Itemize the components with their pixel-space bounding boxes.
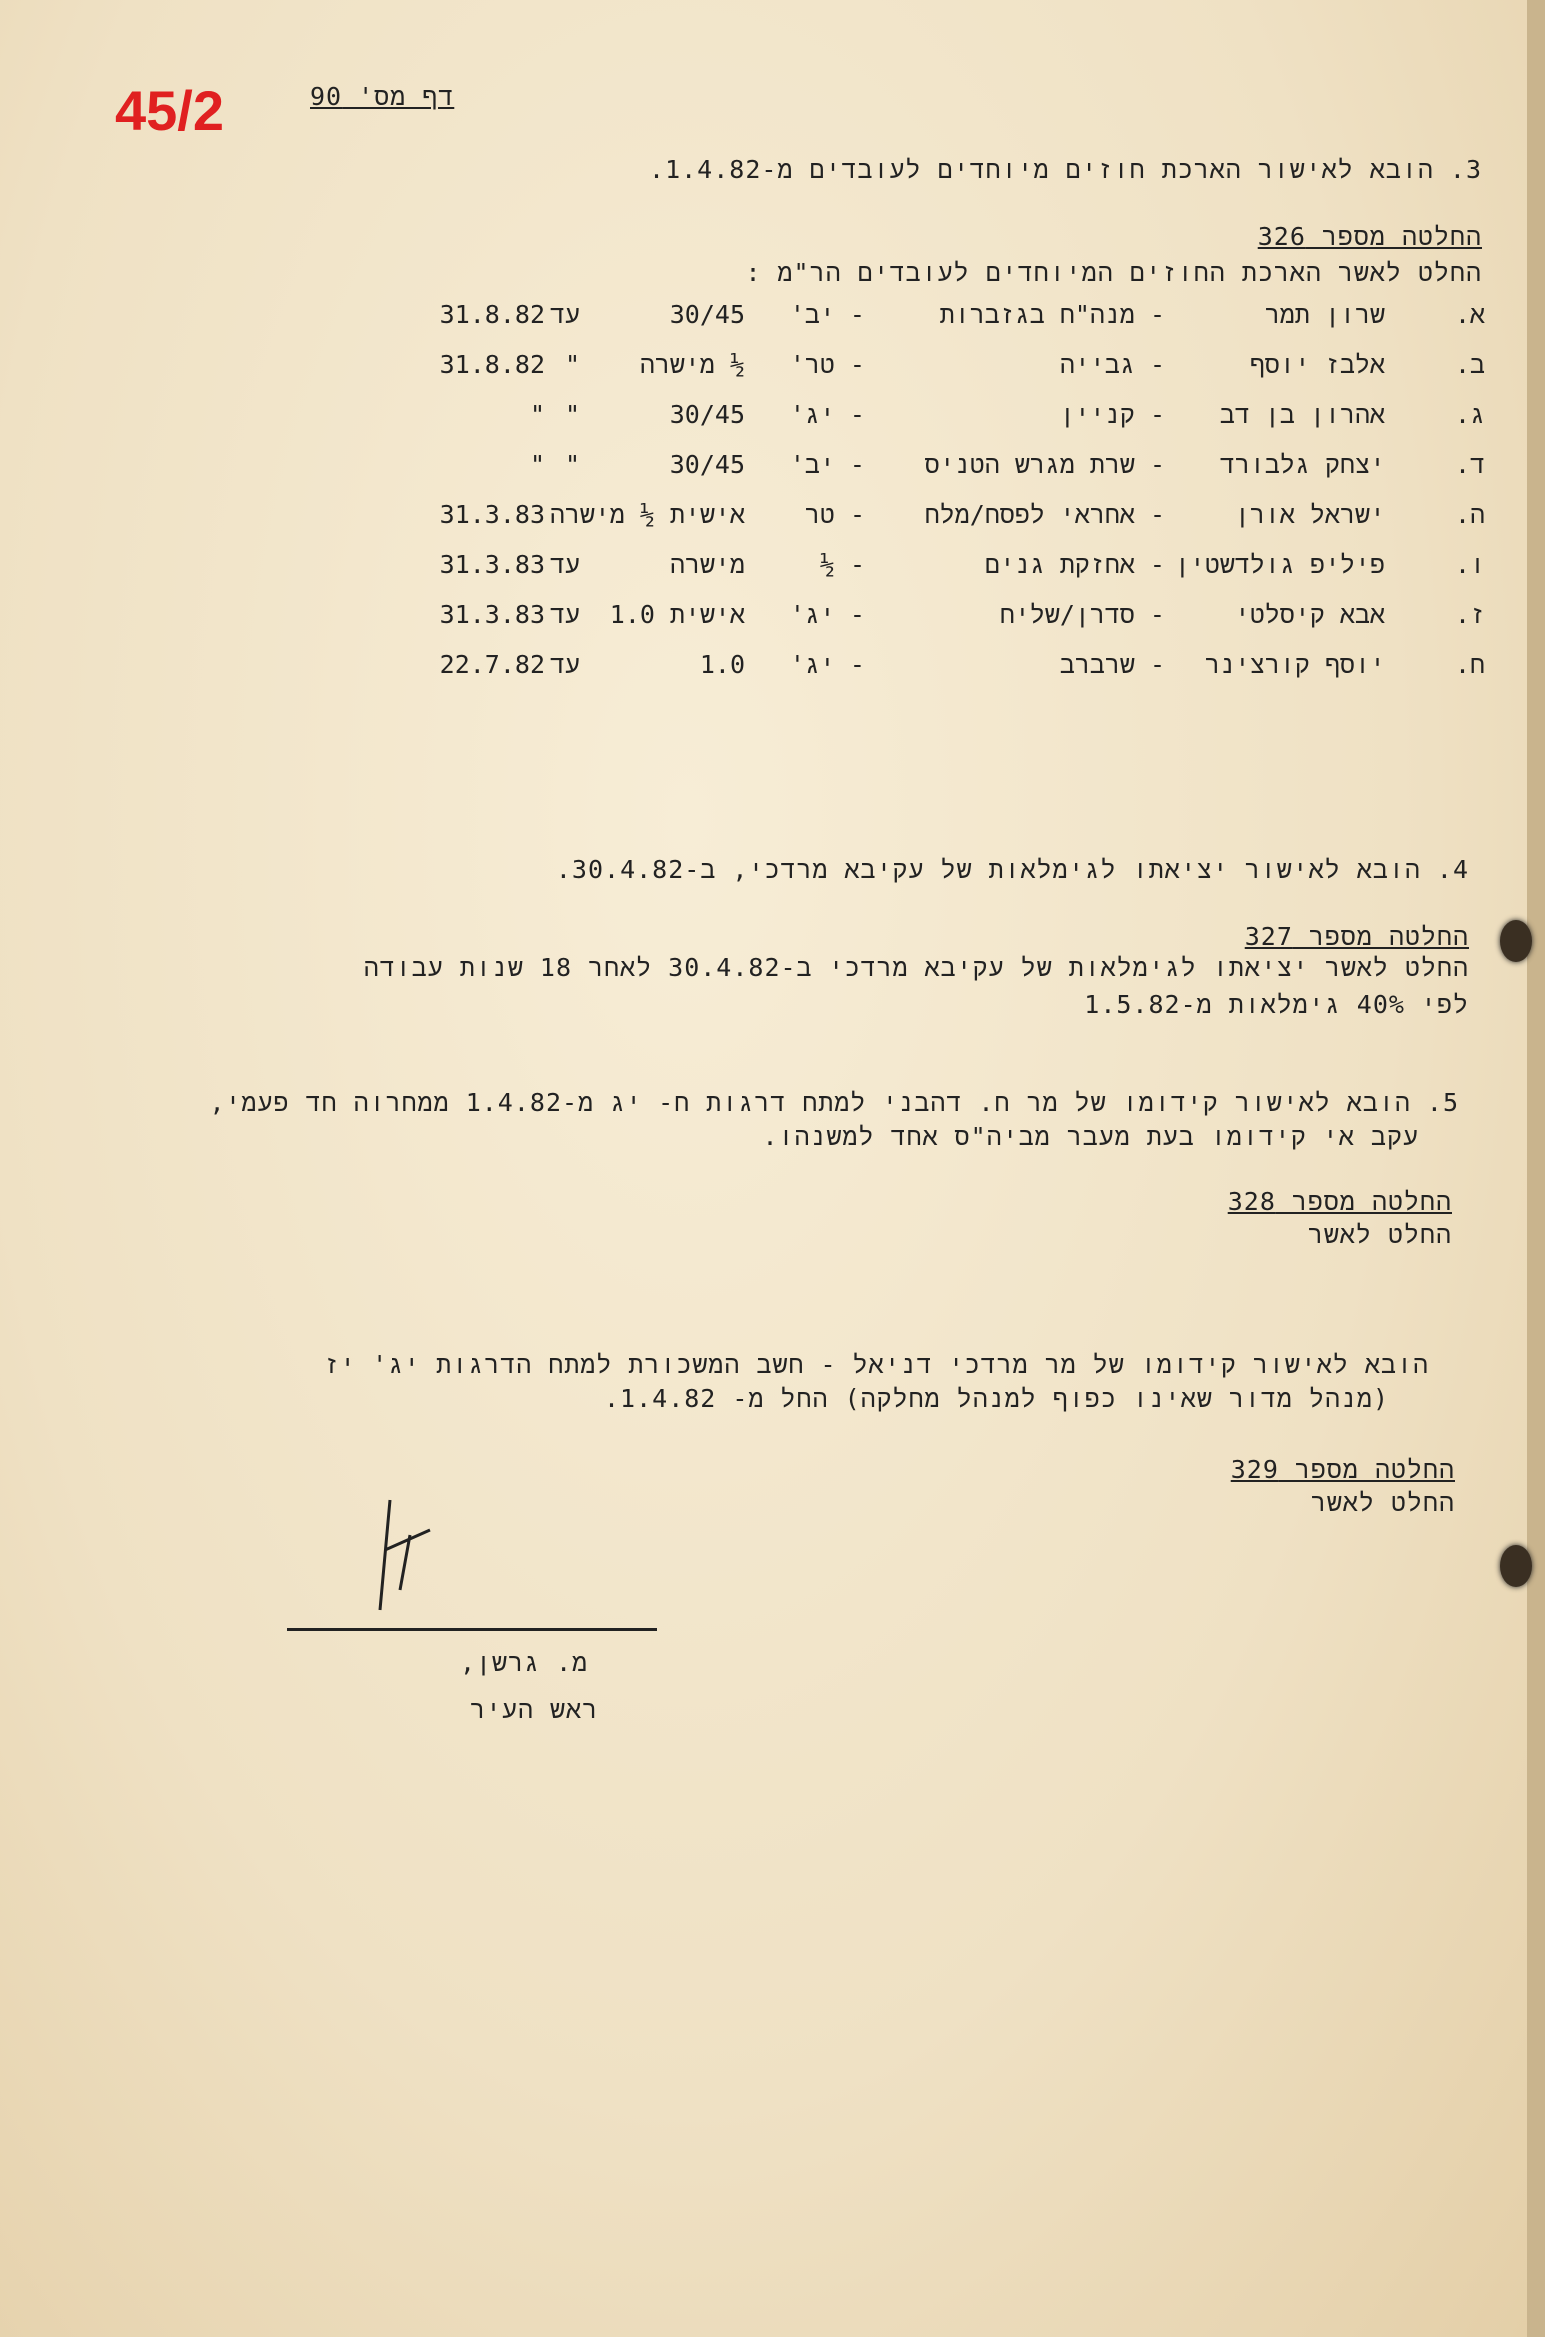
row-letter: ה.: [1454, 500, 1485, 529]
row-letter: ד.: [1454, 450, 1485, 479]
row-letter: ג.: [1454, 400, 1485, 429]
row-grade: - יב': [789, 300, 865, 329]
row-date: 22.7.82: [439, 650, 545, 679]
item3-decision-text: החלט לאשר הארכת החוזים המיוחדים לעובדים הר"מ :: [745, 258, 1482, 287]
row-department: - שרברב: [1059, 650, 1165, 679]
binder-hole-top: [1500, 920, 1532, 962]
row-name: יצחק גלבורד: [1219, 450, 1385, 479]
row-scope: אישית 1.0: [609, 600, 745, 629]
row-name: יוסף קורצינר: [1204, 650, 1385, 679]
row-date: ": [529, 400, 545, 429]
row-department: - קניין: [1059, 400, 1165, 429]
row-date: 31.3.83: [439, 600, 545, 629]
item3-title: 3. הובא לאישור הארכת חוזים מיוחדים לעובדים מ-1.4.82.: [649, 155, 1482, 184]
item3-decision-label: החלטה מספר 326: [1257, 222, 1482, 251]
row-grade: - טר': [789, 350, 865, 379]
item6-decision-text: החלט לאשר: [1310, 1488, 1455, 1517]
row-letter: ב.: [1454, 350, 1485, 379]
row-until: עד: [549, 550, 580, 579]
item4-decision-line1: החלט לאשר יציאתו לגימלאות של עקיבא מרדכי ב-30.4.82 לאחר 18 שנות עבודה: [363, 953, 1469, 982]
row-grade: - ½: [819, 550, 865, 579]
row-grade: - יג': [789, 400, 865, 429]
row-grade: - יג': [789, 600, 865, 629]
item6-line1: הובא לאישור קידומו של מר מרדכי דניאל - חשב המשכורת למתח הדרגות יג' יז: [324, 1350, 1429, 1379]
item6-line2: (מנהל מדור שאינו כפוף למנהל מחלקה) החל מ- 1.4.82.: [603, 1384, 1389, 1413]
signature-name: מ. גרשן,: [460, 1648, 589, 1677]
row-department: - אחראי לפסח/מלח: [924, 500, 1165, 529]
row-scope: 30/45: [669, 400, 745, 429]
signature-line: [287, 1628, 657, 1631]
row-scope: אישית ½ מישרה: [549, 500, 745, 529]
handwritten-signature: [340, 1490, 480, 1630]
row-until: ": [564, 400, 580, 429]
row-name: פיליפ גולדשטין: [1174, 550, 1385, 579]
row-scope: 30/45: [669, 300, 745, 329]
row-scope: מישרה: [669, 550, 745, 579]
row-department: - גבייה: [1059, 350, 1165, 379]
row-until: ": [564, 350, 580, 379]
row-date: ": [529, 450, 545, 479]
item5-decision-label: החלטה מספר 328: [1227, 1187, 1452, 1216]
row-scope: 1.0: [699, 650, 745, 679]
item5-decision-text: החלט לאשר: [1307, 1220, 1452, 1249]
page-stamp: 45/2: [115, 79, 224, 142]
row-name: אבא קיסלטי: [1234, 600, 1385, 629]
signature-title: ראש העיר: [470, 1695, 599, 1724]
row-department: - סדרן/שליח: [999, 600, 1165, 629]
row-until: ": [564, 450, 580, 479]
item5-line2: עקב אי קידומו בעת מעבר מביה"ס אחד למשנהו.: [762, 1122, 1419, 1151]
row-grade: - יג': [789, 650, 865, 679]
row-grade: - יב': [789, 450, 865, 479]
item4-title: 4. הובא לאישור יציאתו לגימלאות של עקיבא מרדכי, ב-30.4.82.: [555, 855, 1469, 884]
row-name: ישראל אורן: [1234, 500, 1385, 529]
row-department: - מנה"ח בגזברות: [939, 300, 1165, 329]
row-date: 31.3.83: [439, 500, 545, 529]
row-name: שרון תמר: [1264, 300, 1385, 329]
row-name: אלבז יוסף: [1249, 350, 1385, 379]
row-letter: ז.: [1454, 600, 1485, 629]
item6-decision-label: החלטה מספר 329: [1230, 1455, 1455, 1484]
row-name: אהרון בן דב: [1219, 400, 1385, 429]
item4-decision-label: החלטה מספר 327: [1244, 922, 1469, 951]
item5-line1: 5. הובא לאישור קידומו של מר ח. דהבני למתח דרגות ח- יג מ-1.4.82 ממחרוה חד פעמי,: [209, 1088, 1459, 1117]
row-scope: 30/45: [669, 450, 745, 479]
item4-decision-line2: לפי 40% גימלאות מ-1.5.82: [1084, 990, 1469, 1019]
row-letter: ו.: [1454, 550, 1485, 579]
row-grade: - טר: [804, 500, 865, 529]
row-letter: ח.: [1454, 650, 1485, 679]
row-until: עד: [549, 600, 580, 629]
page-header: דף מס' 90: [310, 82, 455, 111]
row-department: - שרת מגרש הטניס: [924, 450, 1165, 479]
row-date: 31.3.83: [439, 550, 545, 579]
row-date: 31.8.82: [439, 350, 545, 379]
row-until: עד: [549, 650, 580, 679]
row-letter: א.: [1454, 300, 1485, 329]
row-until: עד: [549, 300, 580, 329]
row-scope: ½ מישרה: [639, 350, 745, 379]
row-department: - אחזקת גנים: [984, 550, 1165, 579]
binder-hole-bottom: [1500, 1545, 1532, 1587]
row-date: 31.8.82: [439, 300, 545, 329]
